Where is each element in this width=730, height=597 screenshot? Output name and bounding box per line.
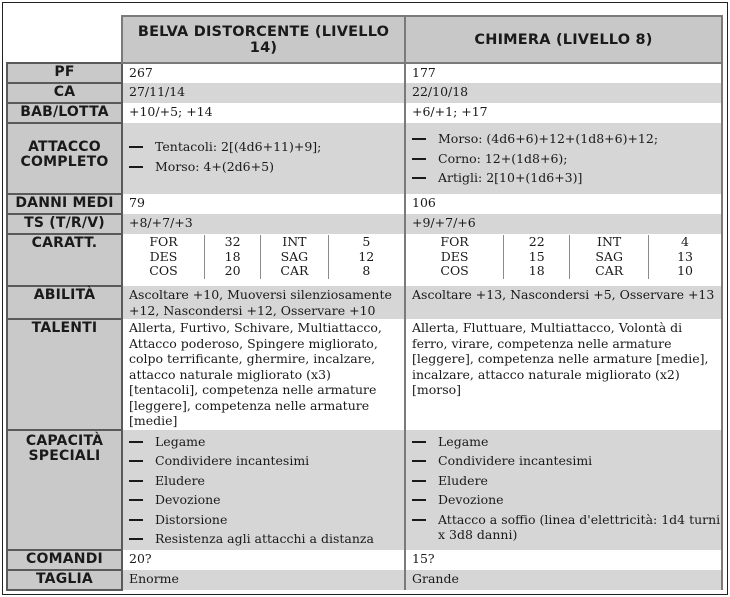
attr-name: DES (149, 248, 178, 264)
attr-row (406, 264, 721, 279)
row-abilita (7, 286, 722, 319)
bab-chimera: +6/+1; +17 (405, 103, 722, 123)
column-header-chimera: CHIMERA (LIVELLO 8) (405, 16, 722, 63)
attacco-belva-list (129, 139, 404, 174)
column-header-belva: BELVA DISTORCENTE (LIVELLO 14) (122, 16, 405, 63)
list-item: Distorsione (129, 512, 404, 528)
attr-value: 13 (649, 250, 721, 265)
row-label-capacita (7, 430, 122, 550)
attr-name: SAG (261, 250, 328, 265)
attributes-grid-chimera (406, 235, 721, 279)
row-caratt (7, 234, 722, 286)
attr-row (123, 264, 404, 279)
attributes-grid-belva (123, 235, 404, 279)
talenti-chimera: Allerta, Fluttuare, Multiattacco, Volontà di ferro, virare, competenza nelle armature [leggere], competenza nelle armature [medie], incalzare, attacco naturale migliorato (x2) [morso] (405, 319, 722, 430)
attr-name: FOR (149, 234, 178, 249)
attr-value: 5 (328, 235, 404, 250)
bab-belva: +10/+5; +14 (122, 103, 405, 123)
attr-name: FOR (440, 234, 469, 249)
row-pf (7, 63, 722, 83)
row-talenti (7, 319, 722, 430)
row-label-comandi: COMANDI (7, 550, 122, 570)
row-label-pf: PF (7, 63, 122, 83)
row-capacita (7, 430, 722, 550)
capacita-chimera (405, 430, 722, 550)
list-item: Attacco a soffio (linea d'elettricità: 1d4 turni x 3d8 danni) (412, 512, 721, 543)
row-label-capacita-line1: CAPACITÀ (25, 432, 104, 449)
row-label-ca: CA (7, 83, 122, 103)
attr-name: CAR (570, 264, 649, 279)
header-row (7, 16, 722, 63)
row-bab (7, 103, 722, 123)
ca-chimera: 22/10/18 (405, 83, 722, 103)
attacco-chimera (405, 123, 722, 194)
attr-name: INT (570, 235, 649, 250)
abilita-belva: Ascoltare +10, Muoversi silenziosamente +12, Nascondersi +12, Osservare +10 (122, 286, 405, 319)
attr-value: 10 (649, 264, 721, 279)
pf-chimera: 177 (405, 63, 722, 83)
row-label-attacco (7, 123, 122, 194)
list-item: Morso: 4+(2d6+5) (129, 159, 404, 175)
attr-name: INT (261, 235, 328, 250)
list-item: Tentacoli: 2[(4d6+11)+9]; (129, 139, 404, 155)
corner-cell (7, 16, 122, 63)
abilita-chimera: Ascoltare +13, Nascondersi +5, Osservare +13 (405, 286, 722, 319)
capacita-chimera-list (412, 434, 721, 543)
row-ca (7, 83, 722, 103)
row-danni (7, 194, 722, 214)
row-attacco (7, 123, 722, 194)
list-item: Corno: 12+(1d8+6); (412, 151, 721, 167)
attr-row (406, 250, 721, 265)
list-item: Legame (129, 434, 404, 450)
danni-belva: 79 (122, 194, 405, 214)
list-item: Devozione (129, 492, 404, 508)
attr-name: CAR (261, 264, 328, 279)
attr-row (123, 250, 404, 265)
attr-value: 32 (204, 235, 260, 250)
row-label-taglia: TAGLIA (7, 570, 122, 590)
row-label-attacco-line1: ATTACCO (28, 139, 101, 155)
talenti-belva: Allerta, Furtivo, Schivare, Multiattacco, Attacco poderoso, Spingere migliorato, colpo terrificante, ghermire, incalzare, attacco naturale migliorato (x3) [tentacoli], competenza nelle armature [leggere], competenza nelle armature [medie] (122, 319, 405, 430)
row-label-ts: TS (T/R/V) (7, 214, 122, 234)
attacco-chimera-list (412, 131, 721, 186)
row-label-abilita: ABILITÀ (7, 286, 122, 319)
list-item: Artigli: 2[10+(1d6+3)] (412, 170, 721, 186)
attacco-belva (122, 123, 405, 194)
comandi-chimera: 15? (405, 550, 722, 570)
attr-row (406, 235, 721, 250)
attr-value: 20 (204, 264, 260, 279)
attr-row (123, 235, 404, 250)
attr-name: DES (440, 248, 469, 264)
attr-value: 4 (649, 235, 721, 250)
pf-belva: 267 (122, 63, 405, 83)
ts-belva: +8/+7/+3 (122, 214, 405, 234)
caratt-chimera (405, 234, 722, 286)
ts-chimera: +9/+7/+6 (405, 214, 722, 234)
row-ts (7, 214, 722, 234)
comandi-belva: 20? (122, 550, 405, 570)
row-label-caratt: CARATT. (7, 234, 122, 286)
taglia-belva: Enorme (122, 570, 405, 590)
row-label-danni: DANNI MEDI (7, 194, 122, 214)
list-item: Legame (412, 434, 721, 450)
capacita-belva (122, 430, 405, 550)
list-item: Eludere (412, 473, 721, 489)
comparison-table (6, 15, 723, 591)
capacita-belva-list (129, 434, 404, 547)
ca-belva: 27/11/14 (122, 83, 405, 103)
row-label-bab: BAB/LOTTA (7, 103, 122, 123)
attr-name: COS (149, 263, 178, 278)
attr-value: 8 (328, 264, 404, 279)
caratt-belva (122, 234, 405, 286)
row-label-attacco-line2: COMPLETO (20, 154, 109, 170)
row-label-capacita-line2: SPECIALI (28, 447, 101, 464)
list-item: Devozione (412, 492, 721, 508)
attr-value: 18 (504, 264, 570, 279)
attr-name: SAG (570, 250, 649, 265)
taglia-chimera: Grande (405, 570, 722, 590)
list-item: Condividere incantesimi (129, 453, 404, 469)
list-item: Eludere (129, 473, 404, 489)
row-comandi (7, 550, 722, 570)
list-item: Condividere incantesimi (412, 453, 721, 469)
attr-value: 22 (504, 235, 570, 250)
row-label-talenti: TALENTI (7, 319, 122, 430)
danni-chimera: 106 (405, 194, 722, 214)
row-taglia (7, 570, 722, 590)
attr-value: 18 (204, 250, 260, 265)
list-item: Morso: (4d6+6)+12+(1d8+6)+12; (412, 131, 721, 147)
attr-name: COS (440, 263, 469, 278)
attr-value: 15 (504, 250, 570, 265)
list-item: Resistenza agli attacchi a distanza (129, 531, 404, 547)
attr-value: 12 (328, 250, 404, 265)
